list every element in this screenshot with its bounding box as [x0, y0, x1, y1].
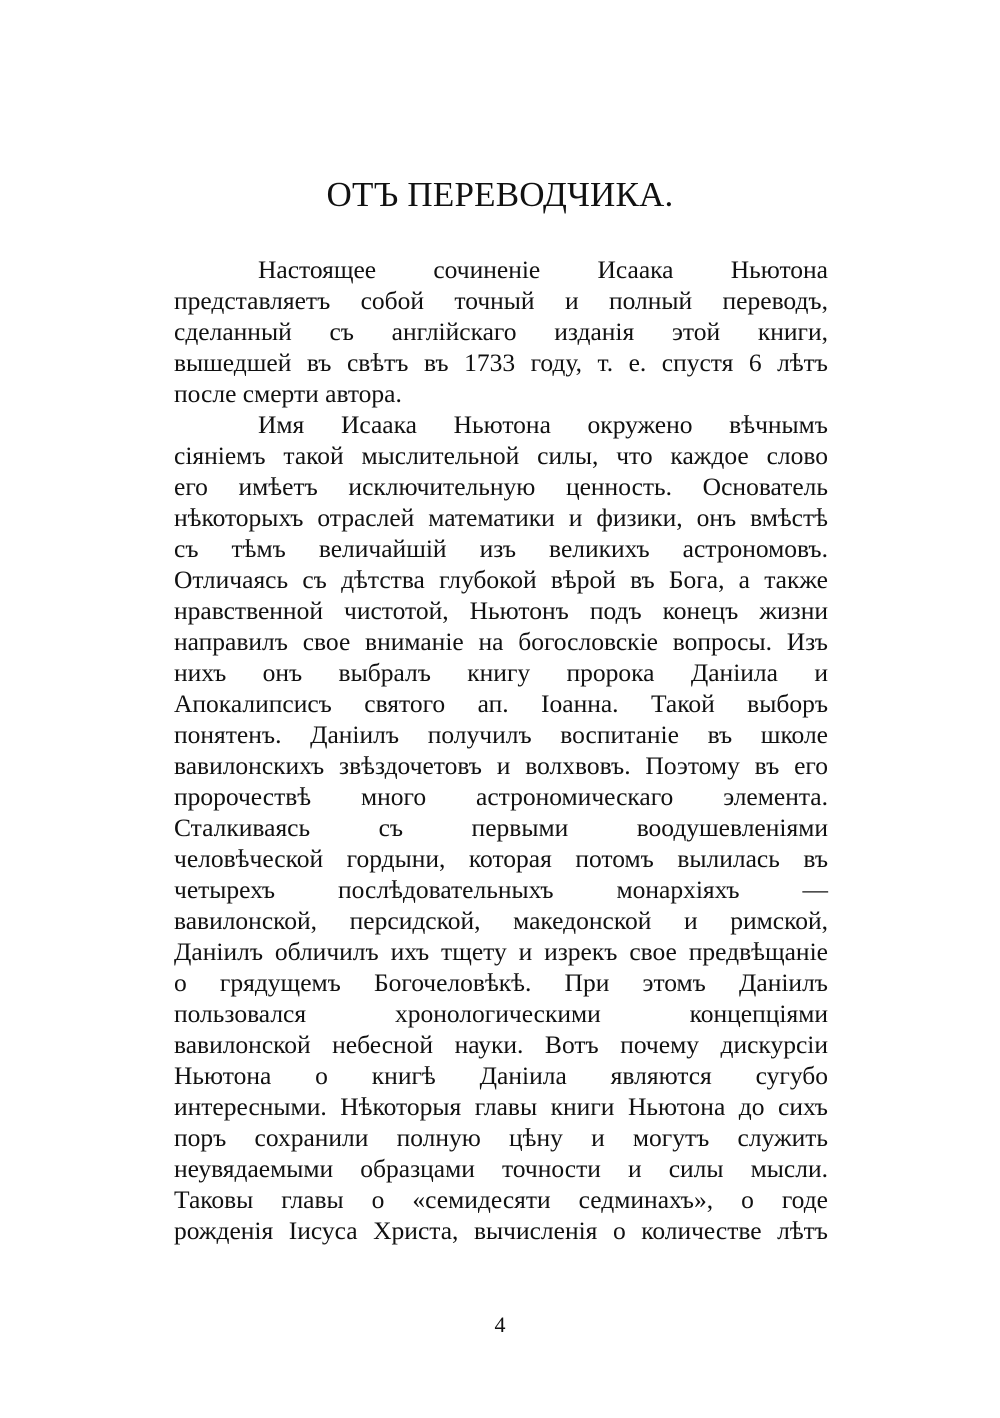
- text-line: вавилонской, персидской, македонской и римской,: [174, 906, 828, 935]
- body-text: [174, 254, 828, 1246]
- text-line: Отличаясь съ дѣтства глубокой вѣрой въ Бога, а также: [174, 565, 828, 594]
- text-line: о грядущемъ Богочеловѣкѣ. При этомъ Даніилъ: [174, 968, 828, 997]
- text-line: вавилонской небесной науки. Вотъ почему дискурсіи: [174, 1030, 828, 1059]
- page-title: ОТЪ ПЕРЕВОДЧИКА.: [326, 175, 674, 214]
- text-line: человѣческой гордыни, которая потомъ вылилась въ: [174, 844, 828, 873]
- text-line: поръ сохранили полную цѣну и могутъ служить: [174, 1123, 828, 1152]
- text-line: понятенъ. Даніилъ получилъ воспитаніе въ школе: [174, 720, 828, 749]
- text-line: неувядаемыми образцами точности и силы мысли.: [174, 1154, 828, 1183]
- text-line: четырехъ послѣдовательныхъ монархіяхъ —: [174, 875, 828, 904]
- text-line: пророчествѣ много астрономическаго элемента.: [174, 782, 828, 811]
- text-line: сделанный съ англійскаго изданія этой книги,: [174, 317, 828, 346]
- text-line: интересными. Нѣкоторыя главы книги Ньютона до сихъ: [174, 1092, 828, 1121]
- text-line: Ньютона о книгѣ Даніила являются сугубо: [174, 1061, 828, 1090]
- text-line: сіяніемъ такой мыслительной силы, что каждое слово: [174, 441, 828, 470]
- text-line: нихъ онъ выбралъ книгу пророка Даніила и: [174, 658, 828, 687]
- text-line: Апокалипсисъ святого ап. Іоанна. Такой выборъ: [174, 689, 828, 718]
- text-line: представляетъ собой точный и полный переводъ,: [174, 286, 828, 315]
- text-line: вавилонскихъ звѣздочетовъ и волхвовъ. Поэтому въ его: [174, 751, 828, 780]
- text-line: вышедшей въ свѣтъ въ 1733 году, т. е. спустя 6 лѣтъ: [174, 348, 828, 377]
- page-number: 4: [494, 1312, 506, 1337]
- text-line: Таковы главы о «семидесяти седминахъ», о годе: [174, 1185, 828, 1214]
- text-line: Имя Исаака Ньютона окружено вѣчнымъ: [258, 410, 828, 439]
- text-line: съ тѣмъ величайшій изъ великихъ астрономовъ.: [174, 534, 828, 563]
- text-line: нѣкоторыхъ отраслей математики и физики, онъ вмѣстѣ: [174, 503, 828, 532]
- text-line: нравственной чистотой, Ньютонъ подъ конецъ жизни: [174, 596, 828, 625]
- text-line: пользовался хронологическими концепціями: [174, 999, 828, 1028]
- text-line: Даніилъ обличилъ ихъ тщету и изрекъ свое предвѣщаніе: [174, 937, 828, 966]
- text-line: Сталкиваясь съ первыми воодушевленіями: [174, 813, 828, 842]
- text-line: после смерти автора.: [174, 379, 402, 408]
- text-line: его имѣетъ исключительную ценность. Основатель: [174, 472, 828, 501]
- text-line: направилъ свое вниманіе на богословскіе вопросы. Изъ: [174, 627, 828, 656]
- text-line: рожденія Іисуса Христа, вычисленія о количестве лѣтъ: [174, 1216, 828, 1245]
- text-line: Настоящее сочиненіе Исаака Ньютона: [258, 255, 828, 284]
